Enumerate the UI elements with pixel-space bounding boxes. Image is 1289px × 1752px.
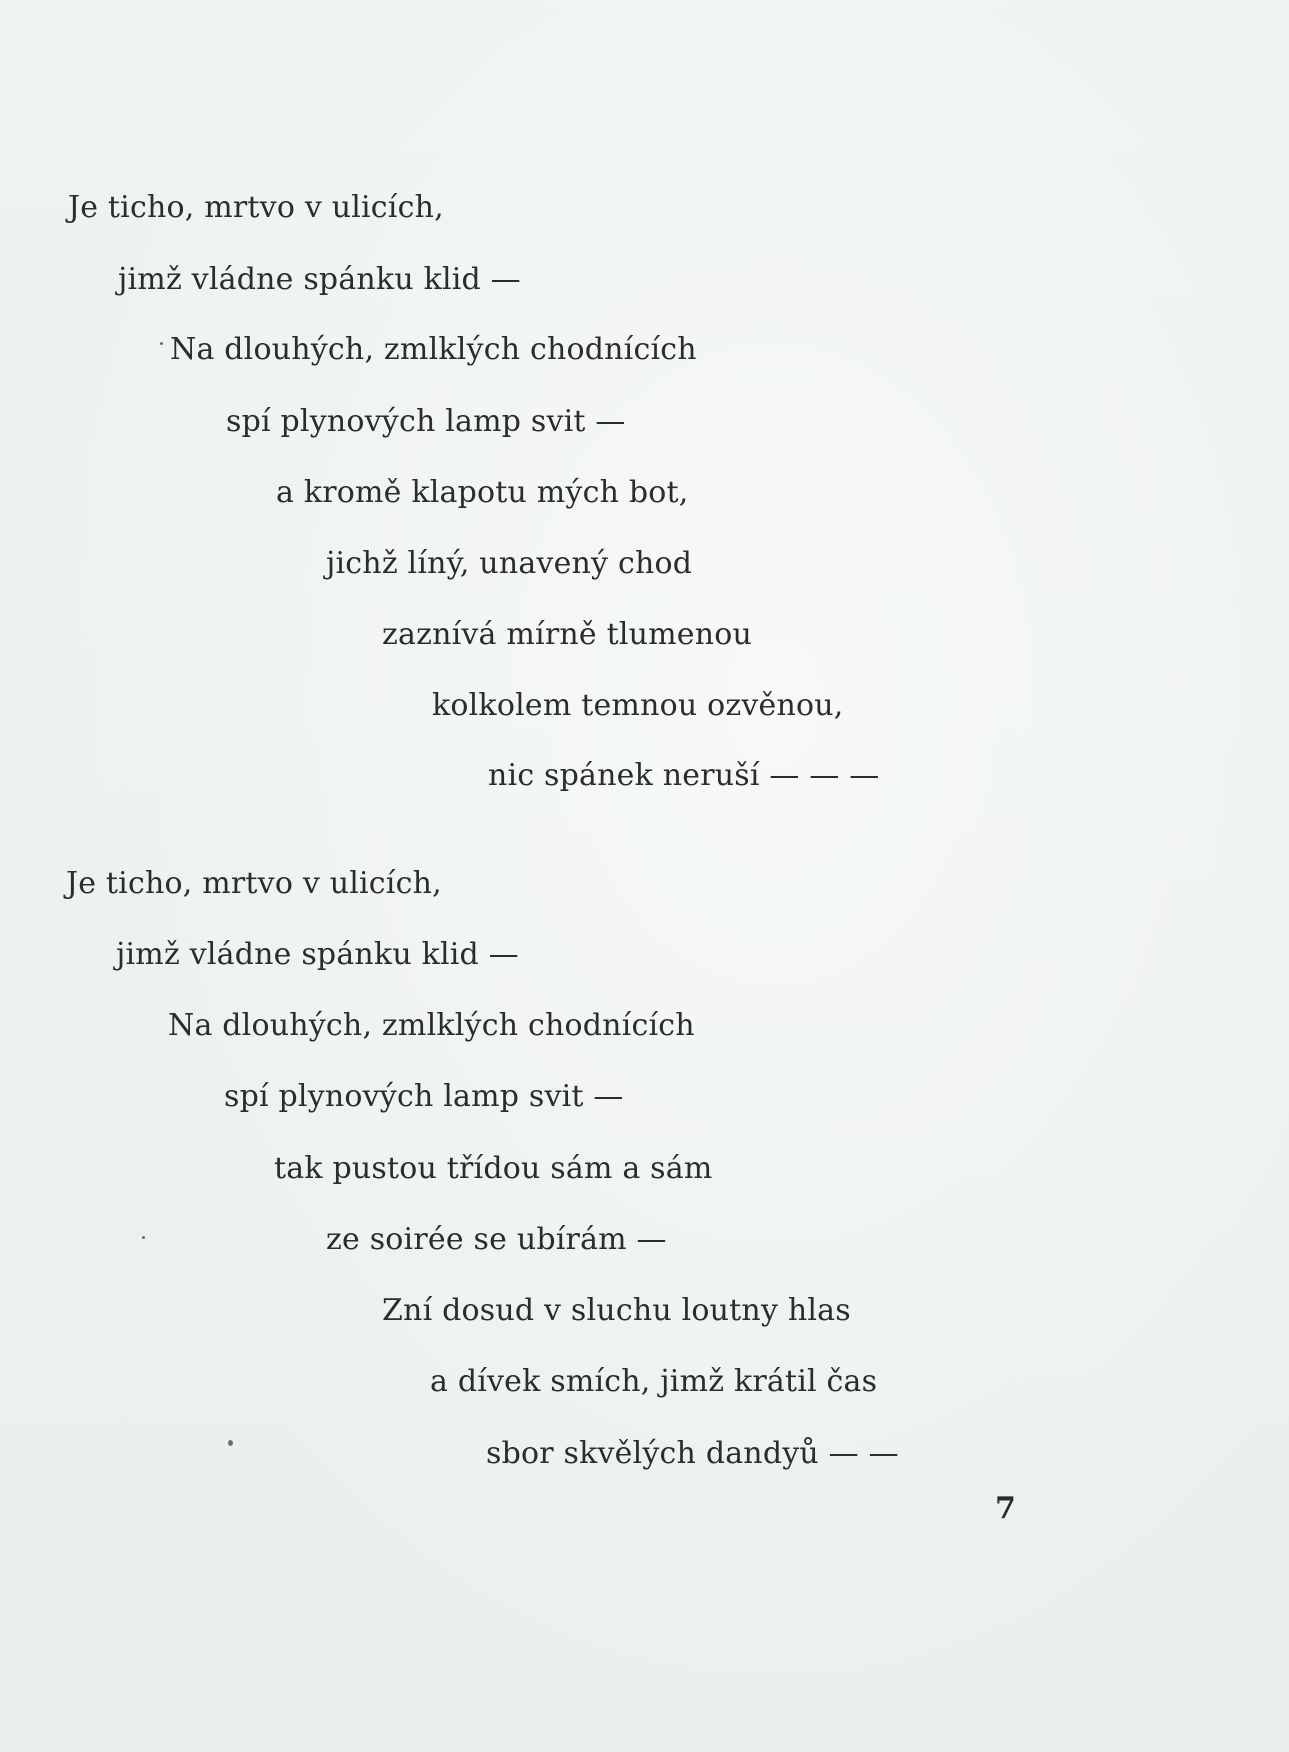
print-speck [228,1440,233,1446]
poem-line: Na dlouhých, zmlklých chodnících [170,332,697,367]
poem-line: spí plynových lamp svit — [224,1079,624,1114]
poem-line: Je ticho, mrtvo v ulicích, [66,866,442,901]
poem-line: a kromě klapotu mých bot, [276,475,689,510]
poem-line: jimž vládne spánku klid — [118,262,521,297]
poem-line: a dívek smích, jimž krátil čas [430,1364,878,1399]
poem-line: Na dlouhých, zmlklých chodnících [168,1008,695,1043]
print-speck [160,342,163,345]
poem-line: zaznívá mírně tlumenou [382,617,753,652]
poem-line: kolkolem temnou ozvěnou, [432,688,844,723]
poem-line: Zní dosud v sluchu loutny hlas [382,1293,851,1328]
poem-line: Je ticho, mrtvo v ulicích, [68,190,444,225]
poem-line: jichž líný, unavený chod [326,546,693,581]
poem-line: tak pustou třídou sám a sám [274,1151,713,1186]
poem-line: jimž vládne spánku klid — [116,937,519,972]
page-number: 7 [995,1491,1016,1526]
poem-line: sbor skvělých dandyů — — [486,1436,899,1471]
poem-line: spí plynových lamp svit — [226,404,626,439]
poem-line: nic spánek neruší — — — [488,758,880,793]
poem-line: ze soirée se ubírám — [326,1222,667,1257]
print-speck [142,1236,145,1239]
